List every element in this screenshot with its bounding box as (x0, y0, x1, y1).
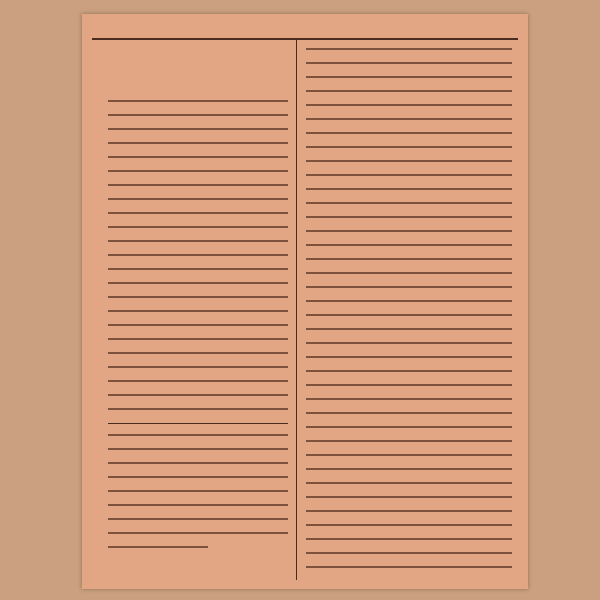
left-column-section-rule (108, 423, 288, 424)
header-rule (92, 38, 518, 40)
column-divider (296, 40, 297, 580)
